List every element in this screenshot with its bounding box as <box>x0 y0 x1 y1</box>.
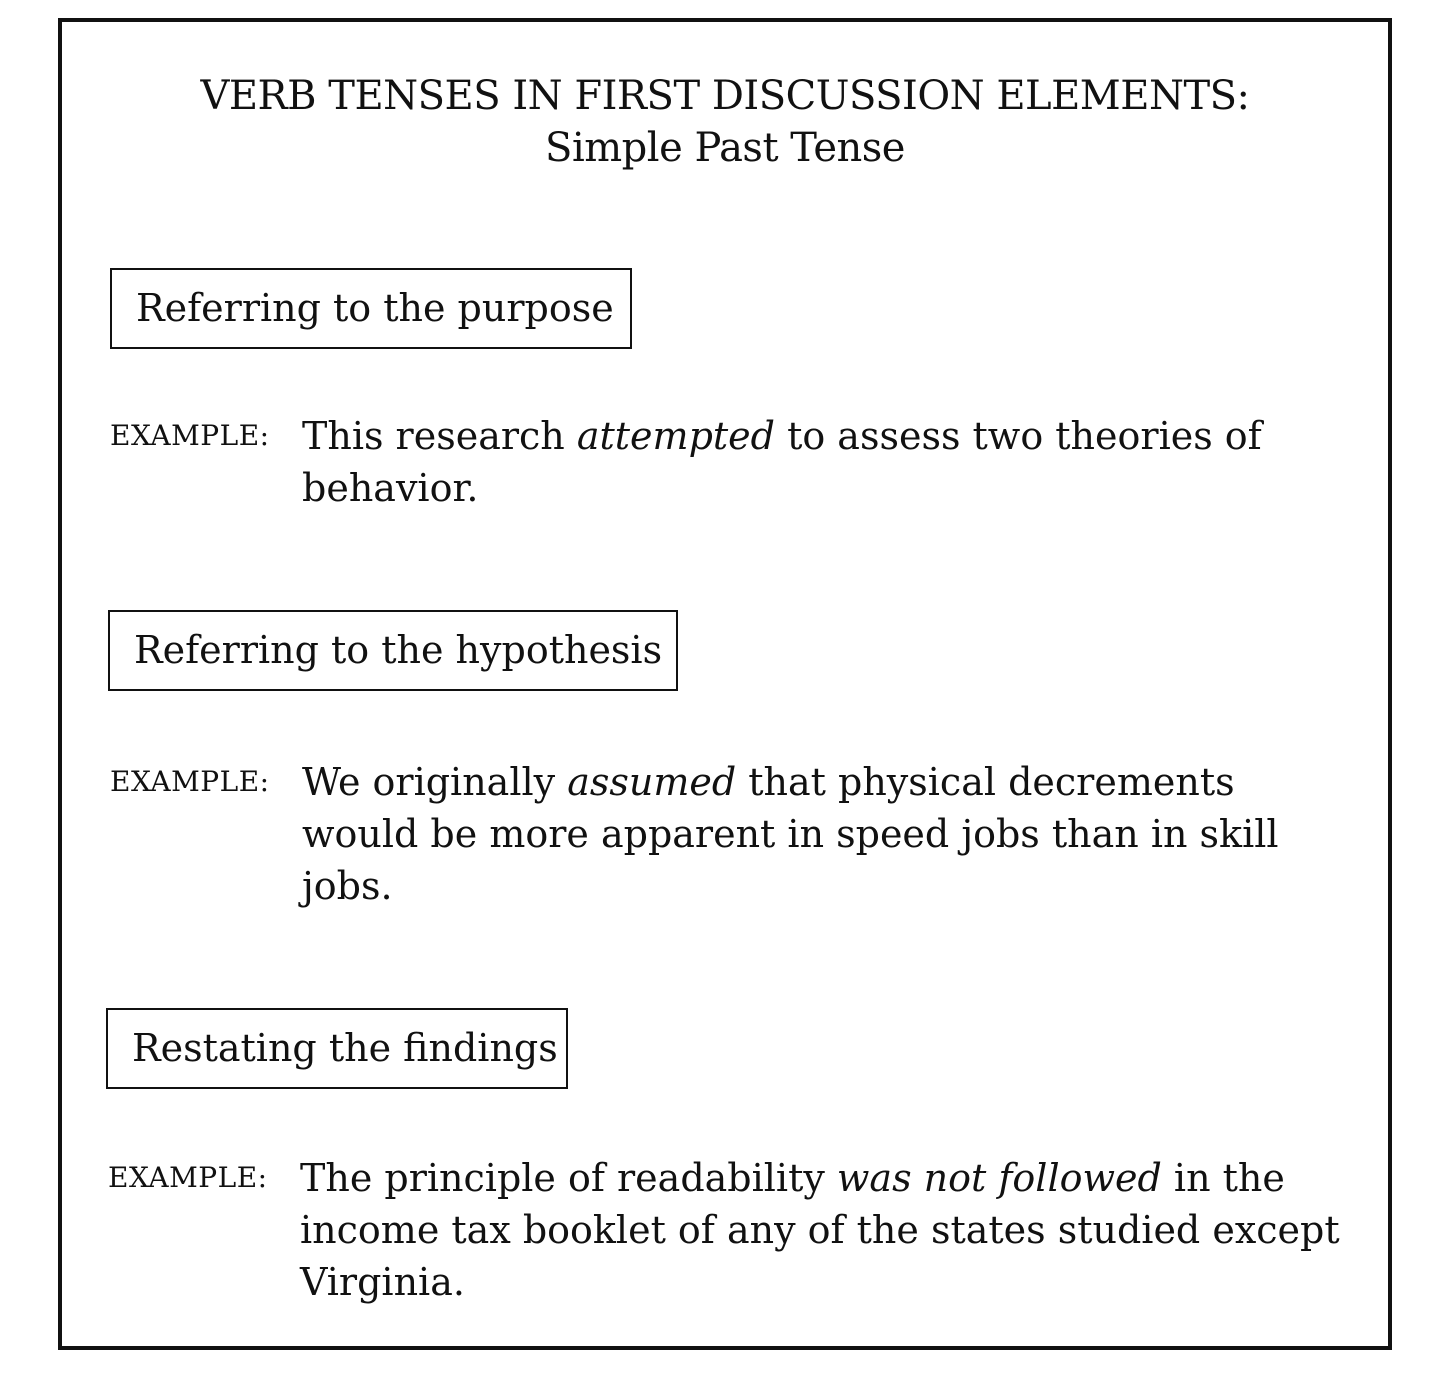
example-line: This research attempted to assess two theories of <box>302 414 1262 458</box>
example-label: EXAMPLE: <box>108 1161 268 1194</box>
section-heading-findings: Restating the findings <box>106 1008 568 1089</box>
example-line: jobs. <box>302 864 393 908</box>
example-line: would be more apparent in speed jobs than in skill <box>302 812 1279 856</box>
page-title: VERB TENSES IN FIRST DISCUSSION ELEMENTS: <box>200 73 1250 119</box>
example-label: EXAMPLE: <box>110 419 270 452</box>
example-line: income tax booklet of any of the states studied except <box>300 1208 1340 1252</box>
section-heading-purpose: Referring to the purpose <box>110 268 632 349</box>
example-line: behavior. <box>302 466 479 510</box>
example-line: We originally assumed that physical decrements <box>302 760 1235 804</box>
example-label: EXAMPLE: <box>110 765 270 798</box>
document-frame <box>58 18 1392 1350</box>
example-line: Virginia. <box>300 1260 465 1304</box>
page-subtitle: Simple Past Tense <box>545 125 905 171</box>
example-text <box>300 1152 1340 1308</box>
example-text <box>302 756 1279 912</box>
section-heading-hypothesis: Referring to the hypothesis <box>108 610 678 691</box>
example-line: The principle of readability was not followed in the <box>300 1156 1285 1200</box>
example-text <box>302 410 1262 514</box>
